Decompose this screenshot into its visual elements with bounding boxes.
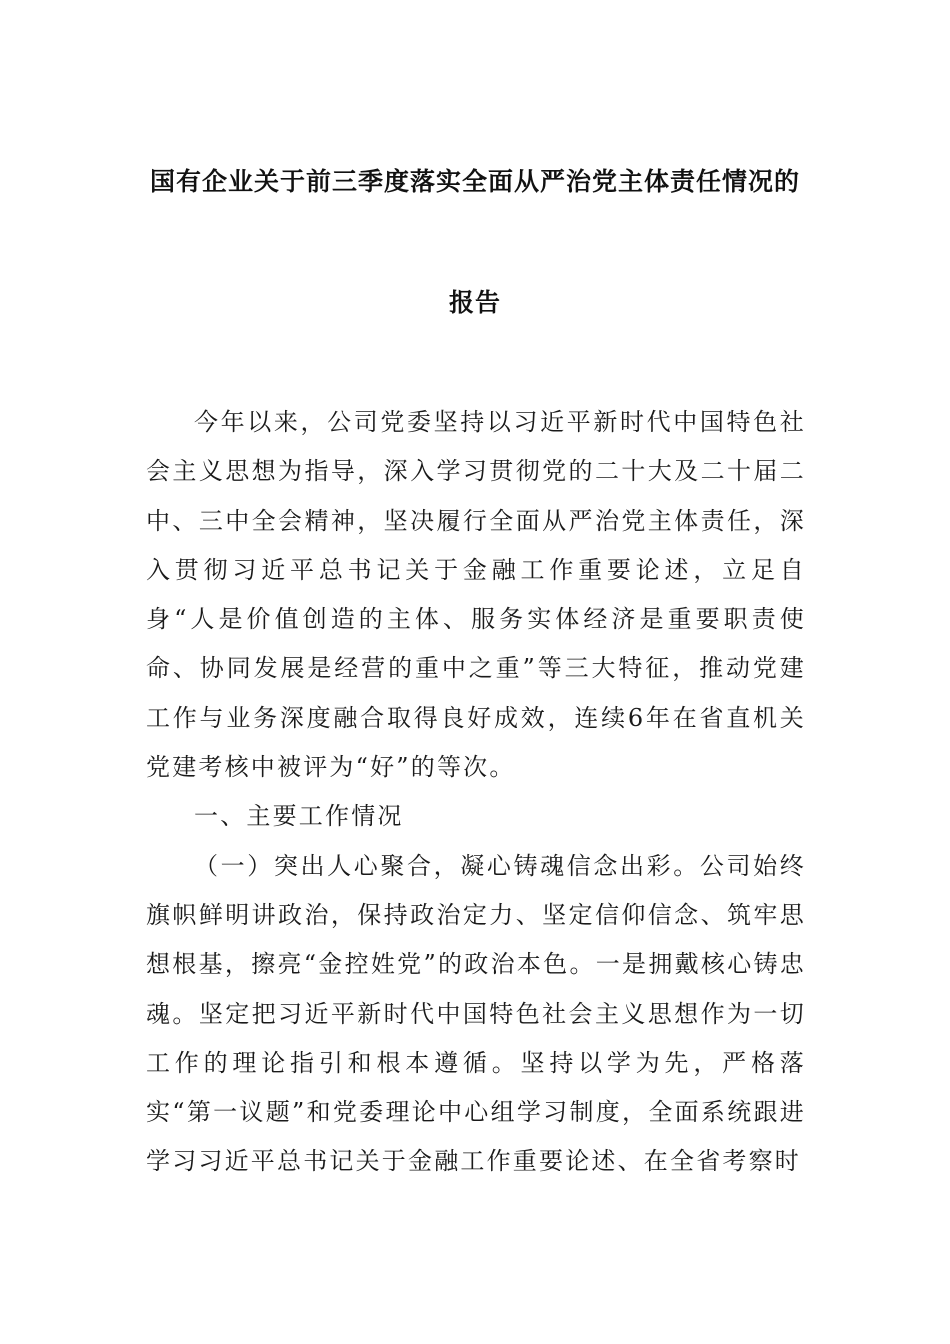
section-heading: 一、主要工作情况	[194, 802, 404, 831]
intro-paragraph: 今年以来，公司党委坚持以习近平新时代中国特色社会主义思想为指导，深入学习贯彻党的二十大及二十届二中、三中全会精神，坚决履行全面从严治党主体责任，深入贯彻习近平总书记关于金融工作重要论述，立足自身“人是价值创造的主体、服务实体经济是重要职责使命、协同发展是经营的重中之重”等三大特征，推动党建工作与业务深度融合取得良好成效，连续6年在省直机关党建考核中被评为“好”的等次。	[146, 408, 806, 782]
document-body	[146, 398, 806, 1187]
document-title-line-2: 报告	[448, 288, 501, 317]
subsection-paragraph: （一）突出人心聚合，凝心铸魂信念出彩。公司始终旗帜鲜明讲政治，保持政治定力、坚定信仰信念、筑牢思想根基，擦亮“金控姓党”的政治本色。一是拥戴核心铸忠魂。坚定把习近平新时代中国特色社会主义思想作为一切工作的理论指引和根本遵循。坚持以学为先，严格落实“第一议题”和党委理论中心组学习制度，全面系统跟进学习习近平总书记关于金融工作重要论述、在全省考察时	[146, 851, 806, 1176]
document-title-line-1: 国有企业关于前三季度落实全面从严治党主体责任情况的	[149, 167, 800, 196]
